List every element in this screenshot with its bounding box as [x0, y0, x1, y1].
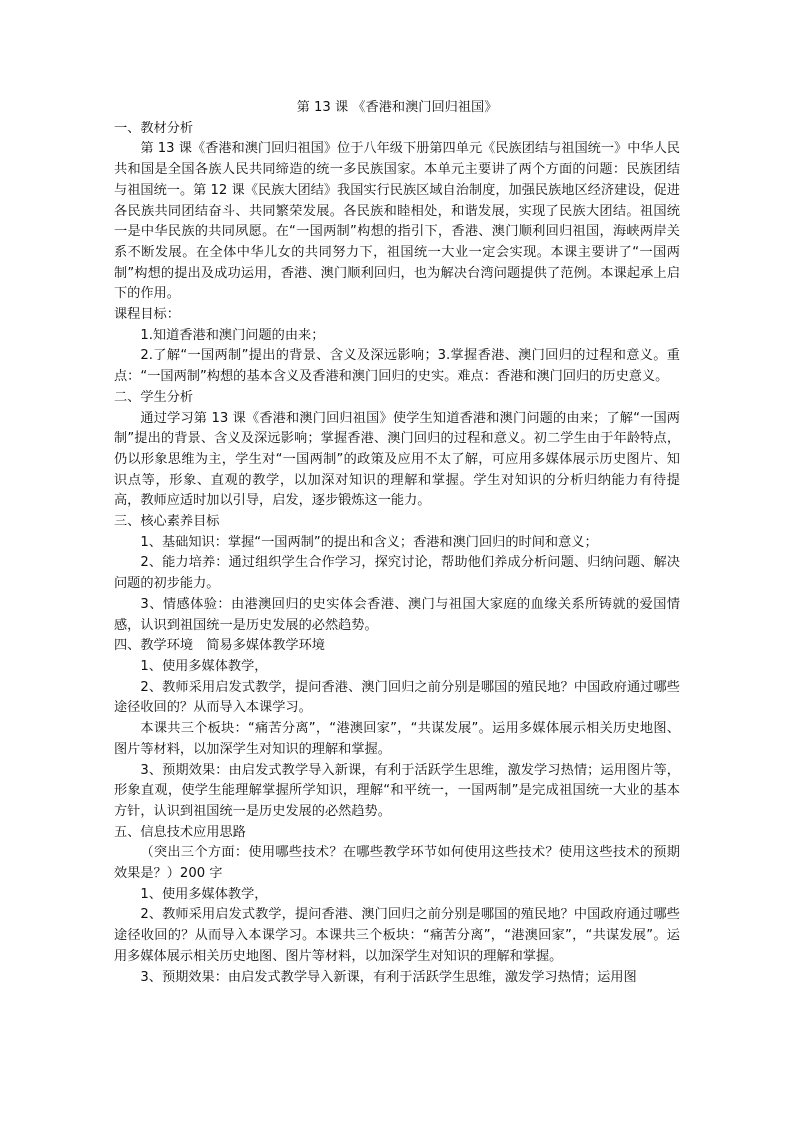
list-item: 1、使用多媒体教学，	[140, 886, 268, 902]
list-item: 2、能力培养：通过组织学生合作学习，探究讨论，帮助他们养成分析问题、归纳问题、解决问题的初步能力。	[114, 555, 680, 592]
page-title: 第 13 课 《香港和澳门回归祖国》	[296, 100, 498, 115]
goals-label: 课程目标：	[114, 307, 180, 323]
section-heading-5: 五、信息技术应用思路	[114, 824, 246, 840]
section-heading-1: 一、教材分析	[114, 120, 194, 136]
section-heading-3: 三、核心素养目标	[114, 514, 220, 530]
list-item: 3、预期效果：由启发式教学导入新课，有利于活跃学生思维，激发学习热情；运用图	[140, 969, 637, 985]
section-heading-2: 二、学生分析	[114, 389, 194, 405]
list-item: 1、基础知识：掌握“一国两制”的提出和含义；香港和澳门回归的时间和意义；	[140, 534, 598, 550]
list-item: 2、教师采用启发式教学，提问香港、澳门回归之前分别是哪国的殖民地？中国政府通过哪些途径收回的？从而导入本课学习。本课共三个板块：“痛苦分离”，“港澳回家”，“共谋发展”。运用多媒体展示相关历史地图、图片等材料，以加深学生对知识的理解和掌握。	[114, 907, 680, 964]
list-item: 3、预期效果：由启发式教学导入新课，有利于活跃学生思维，激发学习热情；运用图片等，形象直观，使学生能理解掌握所学知识，理解“和平统一，一国两制”是完成祖国统一大业的基本方针，认识到祖国统一是历史发展的必然趋势。	[114, 762, 680, 819]
goal-item: 2.了解“一国两制”提出的背景、含义及深远影响；3.掌握香港、澳门回归的过程和意义。重点：“一国两制”构想的基本含义及香港和澳门回归的史实。难点：香港和澳门回归的历史意义。	[114, 348, 680, 385]
list-item: 3、情感体验：由港澳回归的史实体会香港、澳门与祖国大家庭的血缘关系所铸就的爱国情感，认识到祖国统一是历史发展的必然趋势。	[114, 596, 680, 633]
list-item: 2、教师采用启发式教学，提问香港、澳门回归之前分别是哪国的殖民地？中国政府通过哪些途径收回的？从而导入本课学习。	[114, 679, 680, 716]
goal-item: 1.知道香港和澳门问题的由来；	[140, 327, 325, 343]
note: （突出三个方面：使用哪些技术？在哪些教学环节如何使用这些技术？使用这些技术的预期效果是？）200 字	[114, 845, 680, 882]
paragraph: 通过学习第 13 课《香港和澳门回归祖国》使学生知道香港和澳门问题的由来；了解“一国两制”提出的背景、含义及深远影响；掌握香港、澳门回归的过程和意义。初二学生由于年龄特点，仍以形象思维为主，学生对“一国两制”的政策及应用不太了解，可应用多媒体展示历史图片、知识点等，形象、直观的教学，以加深对知识的理解和掌握。学生对知识的分析归纳能力有待提高，教师应适时加以引导，启发，逐步锻炼这一能力。	[114, 410, 680, 509]
list-item: 1、使用多媒体教学，	[140, 658, 268, 674]
section-heading-4: 四、教学环境 简易多媒体教学环境	[114, 638, 325, 654]
document-page	[114, 98, 680, 988]
paragraph: 第 13 课《香港和澳门回归祖国》位于八年级下册第四单元《民族团结与祖国统一》中华人民共和国是全国各族人民共同缔造的统一多民族国家。本单元主要讲了两个方面的问题：民族团结与祖国统一。第 12 课《民族大团结》我国实行民族区域自治制度，加强民族地区经济建设，促进各民族共同团结奋斗、共同繁荣发展。各民族和睦相处，和谐发展，实现了民族大团结。祖国统一是中华民族的共同夙愿。在“一国两制”构想的指引下，香港、澳门顺利回归祖国，海峡两岸关系不断发展。在全体中华儿女的共同努力下，祖国统一大业一定会实现。本课主要讲了“一国两制”构想的提出及成功运用，香港、澳门顺利回归，也为解决台湾问题提供了范例。本课起承上启下的作用。	[114, 141, 680, 302]
list-item: 本课共三个板块：“痛苦分离”，“港澳回家”，“共谋发展”。运用多媒体展示相关历史地图、图片等材料，以加深学生对知识的理解和掌握。	[114, 721, 680, 757]
